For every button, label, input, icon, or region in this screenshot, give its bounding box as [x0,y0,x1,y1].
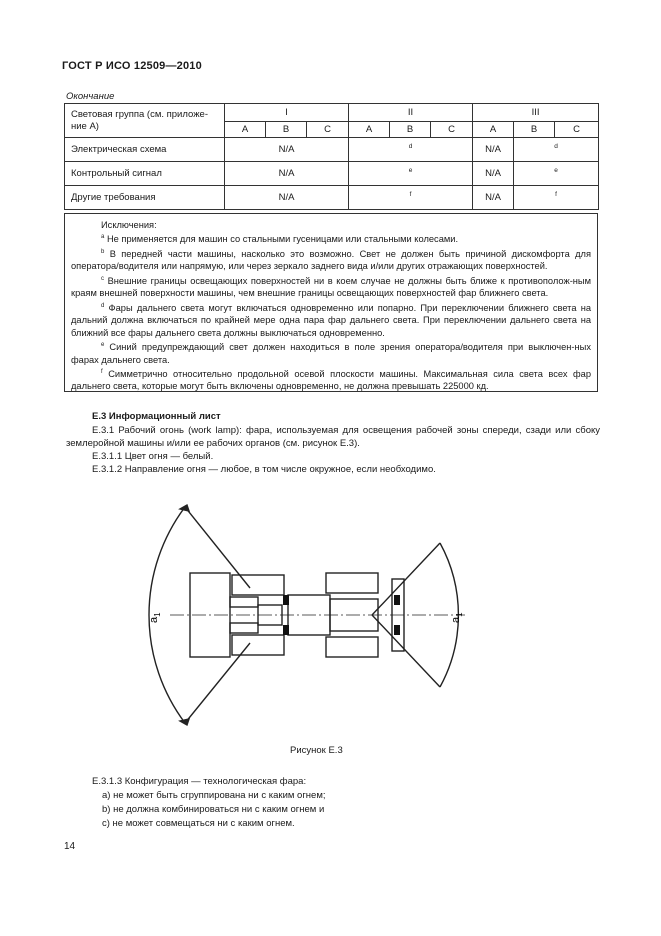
row-label: Электрическая схема [65,138,225,162]
arm-lower [230,623,258,633]
right-ray-upper [372,543,440,615]
left-arrow-top [180,505,189,511]
subgroup-header: B [390,122,431,138]
rear-wheel-upper [326,573,378,593]
row-label: Контрольный сигнал [65,162,225,186]
footnote-b: $^b$ В передней части машины, насколько это возможно. Свет не должен быть причиной дискомфорта для оператора/водителя или напрямую, или через зеркало заднего вида и/или других отражающих поверхностей. [71,248,591,272]
subgroup-header: C [307,122,349,138]
table-row [65,138,599,162]
rear-lamp-lower [394,625,400,635]
left-arrow-bottom [180,719,189,725]
cell-value: N/A [473,186,514,210]
figure-caption: Рисунок Е.3 [290,745,343,756]
subgroup-header: B [266,122,307,138]
footnote-f: $^f$ Симметрично относительно продольной осевой плоскости машины. Максимальная сила света всех фар дальнего света, которые могут быть включены одновременно, не должна превышать 225000 кд. [71,368,591,392]
section-heading: Е.3 Информационный лист [92,411,221,422]
light-group-table [64,103,599,210]
left-ray-upper [185,507,250,588]
table-continuation-caption: Окончание [66,91,115,102]
footnote-e: $^e$ Синий предупреждающий свет должен находиться в поле зрения оператора/водителя при выключен-ных фарах дальнего света. [71,342,591,365]
angle-label-left: $a_1$ [148,612,162,623]
cell-value: N/A [473,138,514,162]
paragraph: Е.3.1.2 Направление огня — любое, в том числе окружное, если необходимо. [92,464,436,475]
cell-value: N/A [473,162,514,186]
table-row [65,162,599,186]
cell-value: N/A [225,186,349,210]
rear-lamp-upper [394,595,400,605]
table-footnotes [64,213,598,392]
footnote-c: $^c$ Внешние границы освещающих поверхностей ни в коем случае не должны быть ближе к противополож-ным краям внешней поверхности машины, чем внешние границы освещающих поверхностей фар ближнего света. [71,275,591,299]
list-item: с) не может совмещаться ни с каким огнем. [102,818,295,829]
table-header-label: Световая группа (см. приложе-ние А) [65,104,225,138]
paragraph: Е.3.1 Рабочий огонь (work lamp): фара, используемая для освещения рабочей зоны спереди, сзади или сбоку землеройной машины и/или ее рабочих органов (см. рисунок Е.3). [66,425,600,449]
row-label: Другие требования [65,186,225,210]
footnotes-title: Исключения: [101,220,157,230]
page-number: 14 [64,841,76,852]
paragraph: Е.3.1.3 Конфигурация — технологическая фара: [92,776,307,787]
arm-upper [230,597,258,607]
footnote-a: $^a$ Не применяется для машин со стальными гусеницами или стальными колесами. [101,234,459,245]
right-ray-lower [372,615,440,687]
subgroup-header: B [514,122,555,138]
group-header: I [225,104,349,122]
subgroup-header: C [431,122,473,138]
front-lamp-upper [283,595,289,605]
subgroup-header: A [349,122,390,138]
cell-footnote-ref: d [514,138,599,162]
cell-footnote-ref: e [349,162,473,186]
group-header: III [473,104,599,122]
paragraph: Е.3.1.1 Цвет огня — белый. [92,451,214,462]
angle-label-right: $a_1$ [450,612,464,623]
cell-value: N/A [225,162,349,186]
front-wheel-upper [232,575,284,595]
list-item: b) не должна комбинироваться ни с каким огнем и [102,804,325,815]
cell-footnote-ref: e [514,162,599,186]
cell-footnote-ref: f [514,186,599,210]
cell-footnote-ref: f [349,186,473,210]
table-row [65,186,599,210]
group-header: II [349,104,473,122]
subgroup-header: C [555,122,599,138]
subgroup-header: A [225,122,266,138]
cell-value: N/A [225,138,349,162]
subgroup-header: A [473,122,514,138]
list-item: а) не может быть сгруппирована ни с каким огнем; [102,790,326,801]
document-header: ГОСТ Р ИСО 12509—2010 [62,60,202,72]
work-lamp-figure [140,495,480,735]
front-lamp-lower [283,625,289,635]
footnote-d: $^d$ Фары дальнего света могут включаться одновременно или попарно. При переключении ближнего света на дальний должна включаться по крайней мере одна пара фар дальнего света. При переключении дальнего света на ближний все фары дальнего света должны выключаться одновременно. [71,302,591,338]
cell-footnote-ref: d [349,138,473,162]
rear-wheel-lower [326,637,378,657]
front-wheel-lower [232,635,284,655]
